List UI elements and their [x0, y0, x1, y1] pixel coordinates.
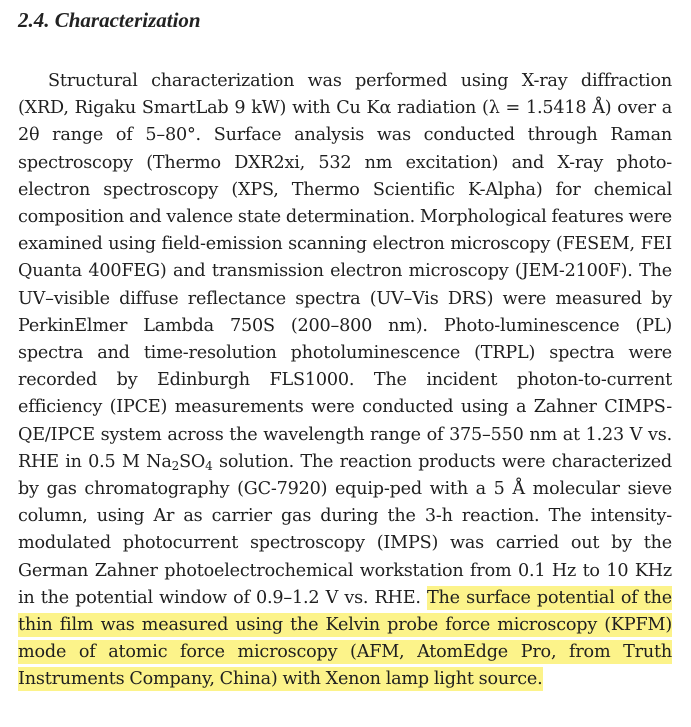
section-number: 2.4. [18, 8, 50, 32]
section-title: Characterization [54, 8, 201, 32]
paragraph-text-part2: SO [179, 451, 206, 472]
highlighted-sentence: The surface potential of the thin film was measured using the Kelvin probe force microscopy (KPFM) mode of atomic force microscopy (AFM, AtomEdge Pro, from Truth Instruments Company, China) with Xenon lamp light source. [18, 587, 672, 690]
document-page [18, 6, 672, 694]
paragraph-text-part3: solution. The reaction products were characterized by gas chromatography (GC-7920) equip-ped with a 5 Å molecular sieve column, using Ar as carrier gas during the 3-h reaction. The intensity-modulated photocurrent spectroscopy (IMPS) was carried out by the German Zahner photoelectrochemical workstation from 0.1 Hz to 10 KHz in the potential window of 0.9–1.2 V vs. RHE. [18, 451, 672, 608]
section-heading [18, 6, 672, 34]
subscript-4: 4 [205, 458, 213, 473]
body-paragraph [18, 68, 672, 694]
paragraph-text-part1: Structural characterization was performed using X-ray diffraction (XRD, Rigaku SmartLab 9 kW) with Cu Kα radiation (λ = 1.5418 Å) over a 2θ range of 5–80°. Surface analysis was conducted through Raman spectroscopy (Thermo DXR2xi, 532 nm excitation) and X-ray photo-electron spectroscopy (XPS, Thermo Scientific K-Alpha) for chemical composition and valence state determination. Morphological features were examined using field-emission scanning electron microscopy (FESEM, FEI Quanta 400FEG) and transmission electron microscopy (JEM-2100F). The UV–visible diffuse reflectance spectra (UV–Vis DRS) were measured by PerkinElmer Lambda 750S (200–800 nm). Photo-luminescence (PL) spectra and time-resolution photoluminescence (TRPL) spectra were recorded by Edinburgh FLS1000. The incident photon-to-current efficiency (IPCE) measurements were conducted using a Zahner CIMPS-QE/IPCE system across the wavelength range of 375–550 nm at 1.23 V vs. RHE in 0.5 M Na [18, 71, 672, 472]
subscript-2: 2 [171, 458, 180, 473]
